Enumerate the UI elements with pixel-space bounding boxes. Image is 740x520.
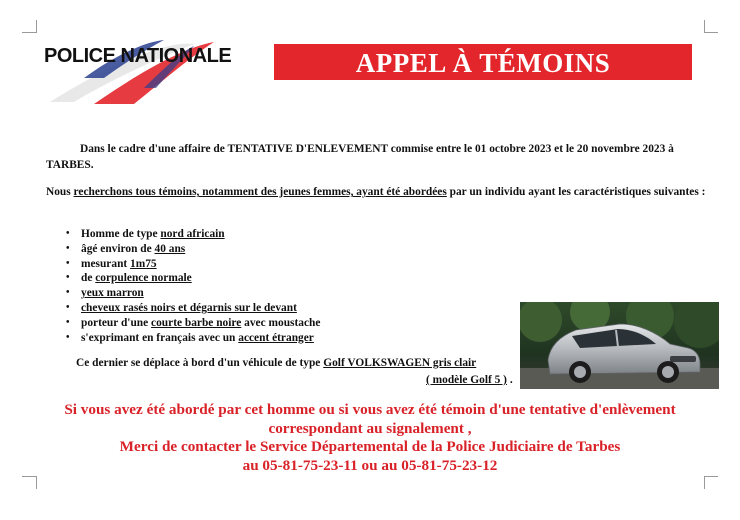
crop-mark-top-right-v <box>704 20 705 33</box>
feature-item: • Homme de type nord africain <box>66 227 320 242</box>
appeal-line-3: Merci de contacter le Service Départemental de la Police Judiciaire de Tarbes <box>119 438 621 456</box>
search-paragraph <box>46 184 706 200</box>
crop-mark-bottom-right-v <box>704 476 705 489</box>
vehicle-prefix: Ce dernier se déplace à bord d'un véhicule de type <box>76 357 324 369</box>
model-detail: ( modèle Golf 5 ) <box>426 374 507 386</box>
feature-item: • porteur d'une courte barbe noire avec moustache <box>66 316 320 331</box>
feature-item: • de corpulence normale <box>66 271 320 286</box>
vehicle-model: Golf VOLKSWAGEN gris clair <box>323 357 477 369</box>
crop-mark-top-left-v <box>36 20 37 33</box>
appeal-line-1: Si vous avez été abordé par cet homme ou si vous avez été témoin d'une tentative d'enlèvement <box>64 401 676 418</box>
vehicle-model-detail: ( modèle Golf 5 ) . <box>426 374 513 386</box>
car-photo <box>520 302 719 389</box>
appeal-phone-numbers: au 05-81-75-23-11 ou au 05-81-75-23-12 <box>242 456 498 474</box>
intro-paragraph: Dans le cadre d'une affaire de TENTATIVE D'ENLEVEMENT commise entre le 01 octobre 2023 et le 20 novembre 2023 à TARBES. <box>46 143 674 171</box>
feature-item: • s'exprimant en français avec un accent étranger <box>66 331 320 346</box>
search-prefix: Nous <box>46 186 74 198</box>
suspect-features-list <box>66 227 320 345</box>
search-highlight: recherchons tous témoins, notamment des jeunes femmes, ayant été abordées <box>73 186 447 198</box>
crop-mark-bottom-left-v <box>36 476 37 489</box>
vehicle-line <box>76 355 476 371</box>
logo-text: POLICE NATIONALE <box>44 45 232 67</box>
search-suffix: par un individu ayant les caractéristiques suivantes : <box>446 186 706 198</box>
appeal-banner: APPEL À TÉMOINS <box>274 44 692 80</box>
crop-mark-bottom-right-h <box>704 476 718 477</box>
contact-appeal <box>30 401 710 475</box>
feature-item: • cheveux rasés noirs et dégarnis sur le devant <box>66 301 320 316</box>
crop-mark-top-right-h <box>704 32 718 33</box>
feature-item: • âgé environ de 40 ans <box>66 242 320 257</box>
police-nationale-logo <box>44 38 272 108</box>
crop-mark-bottom-left-h <box>22 476 36 477</box>
car-image-icon <box>520 302 719 389</box>
feature-item: • yeux marron <box>66 286 320 301</box>
crop-mark-top-left-h <box>22 32 36 33</box>
feature-item: • mesurant 1m75 <box>66 257 320 272</box>
appeal-line-2: correspondant au signalement , <box>268 419 472 437</box>
